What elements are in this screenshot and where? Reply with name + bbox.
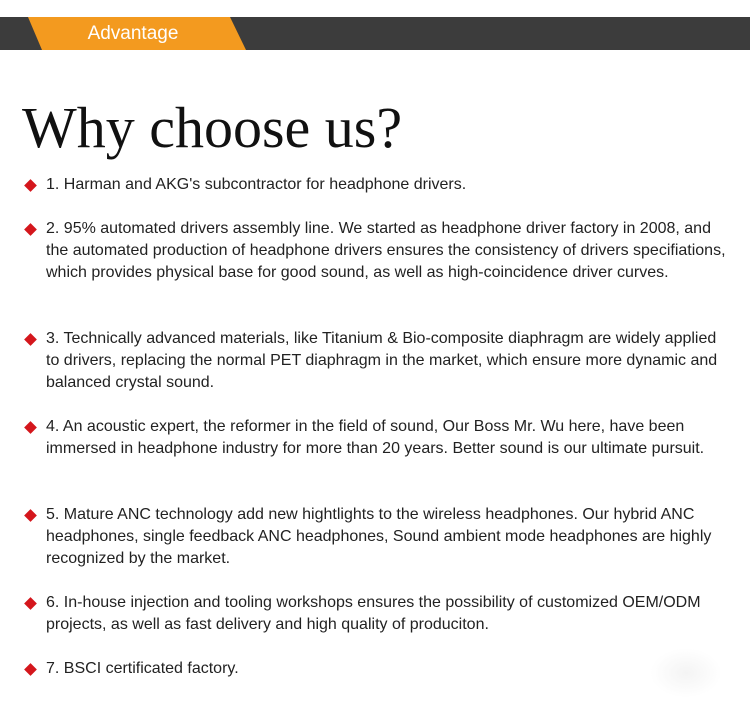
list-item-text: 6. In-house injection and tooling workshops ensures the possibility of customized OEM/ODM projects, as well as fast delivery and high quality of produciton. <box>46 594 701 633</box>
list-item <box>46 592 726 636</box>
list-item-text: 3. Technically advanced materials, like Titanium & Bio-composite diaphragm are widely applied to drivers, replacing the normal PET diaphragm in the market, which ensure more dynamic and balanced crystal sound. <box>46 330 718 391</box>
list-item-text: 1. Harman and AKG's subcontractor for headphone drivers. <box>46 176 467 193</box>
diamond-bullet-icon <box>24 421 37 434</box>
list-item-text: 5. Mature ANC technology add new hightlights to the wireless headphones. Our hybrid ANC headphones, single feedback ANC headphones, Sound ambient mode headphones are highly recognized by the market. <box>46 506 712 567</box>
list-item <box>46 174 726 196</box>
list-item-text: 2. 95% automated drivers assembly line. We started as headphone driver factory in 2008, and the automated production of headphone drivers ensures the consistency of drivers specifiations, which provides physical base for good sound, as well as high-coincidence driver curves. <box>46 220 726 281</box>
diamond-bullet-icon <box>24 179 37 192</box>
list-item <box>46 658 726 680</box>
faint-watermark <box>650 648 722 698</box>
diamond-bullet-icon <box>24 597 37 610</box>
list-item <box>46 218 726 284</box>
tab-label: Advantage <box>87 23 179 44</box>
diamond-bullet-icon <box>24 223 37 236</box>
diamond-bullet-icon <box>24 509 37 522</box>
list-item <box>46 328 726 394</box>
list-item <box>46 416 726 460</box>
advantage-tab <box>28 17 246 50</box>
diamond-bullet-icon <box>24 333 37 346</box>
list-item-text: 7. BSCI certificated factory. <box>46 660 239 677</box>
list-item-text: 4. An acoustic expert, the reformer in the field of sound, Our Boss Mr. Wu here, have been immersed in headphone industry for more than 20 years. Better sound is our ultimate pursuit. <box>46 418 705 457</box>
diamond-bullet-icon <box>24 663 37 676</box>
page-title: Why choose us? <box>22 95 403 160</box>
list-item <box>46 504 726 570</box>
